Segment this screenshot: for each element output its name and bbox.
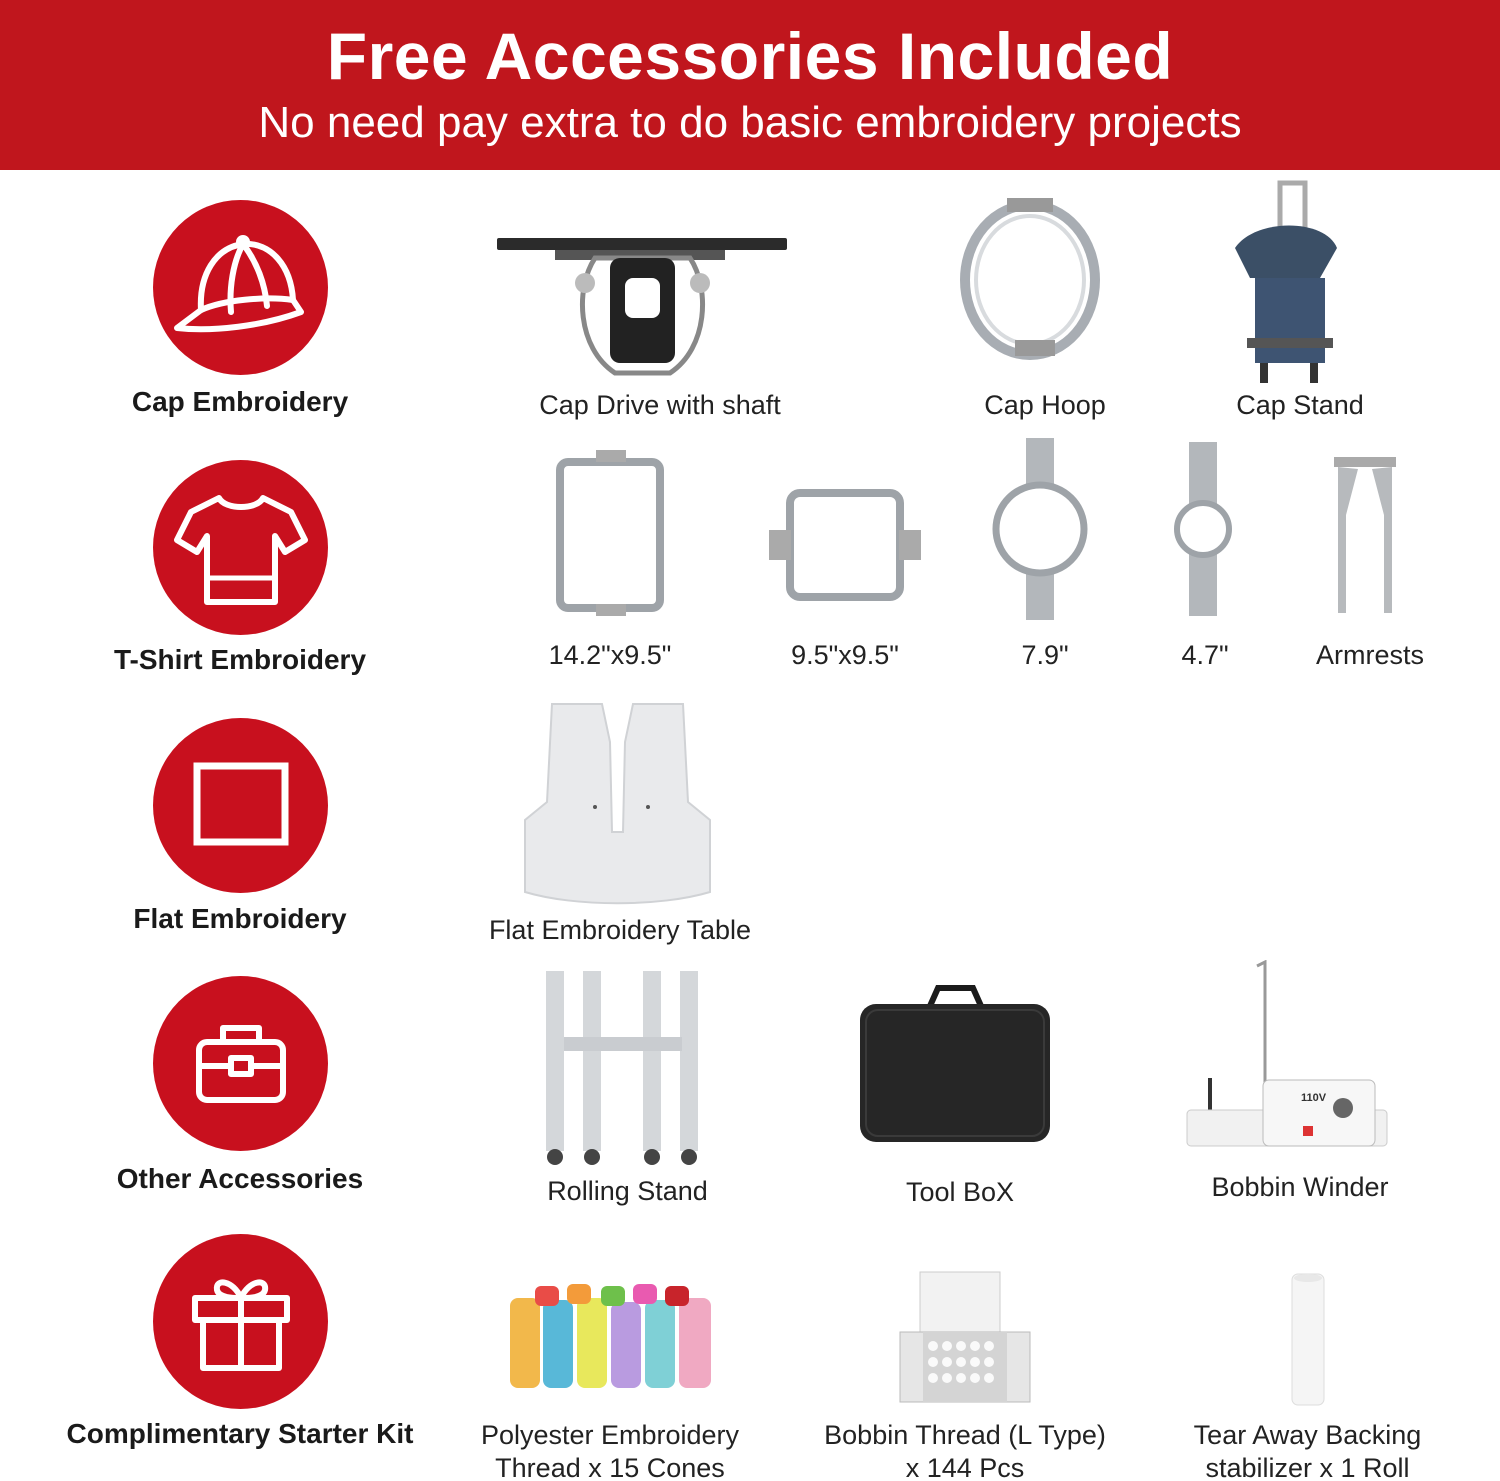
hoop-14x9-image <box>548 448 673 618</box>
thread-cones-image <box>505 1280 720 1395</box>
item-label-hoop-4-7: 4.7" <box>1181 640 1229 670</box>
gift-icon <box>153 1234 328 1409</box>
item-label-hoop-7-9: 7.9" <box>1021 640 1069 670</box>
item-label-backing-line2: stabilizer x 1 Roll <box>1205 1453 1410 1481</box>
header-banner <box>0 0 1500 170</box>
toolbox-icon <box>153 976 328 1151</box>
tshirt-icon <box>153 460 328 635</box>
category-label-cap: Cap Embroidery <box>131 386 349 417</box>
armrests-image <box>1330 455 1400 617</box>
item-label-hoop-9x9: 9.5"x9.5" <box>791 640 899 670</box>
item-label-thread-line2: Thread x 15 Cones <box>495 1453 725 1481</box>
square-frame-icon <box>153 718 328 893</box>
item-label-thread-line1: Polyester Embroidery <box>480 1420 740 1450</box>
item-label-cap-stand: Cap Stand <box>1236 390 1364 420</box>
bobbin-box-image <box>895 1270 1035 1405</box>
item-label-cap-hoop: Cap Hoop <box>984 390 1106 420</box>
starter-kit-badge <box>153 1234 328 1409</box>
item-label-hoop-14x9: 14.2"x9.5" <box>548 640 672 670</box>
bobbin-winder-image <box>1185 960 1390 1150</box>
page-title: Free Accessories Included <box>326 19 1174 93</box>
category-label-flat: Flat Embroidery <box>133 903 347 934</box>
flat-embroidery-badge <box>153 718 328 893</box>
item-label-backing-line1: Tear Away Backing <box>1193 1420 1422 1450</box>
cap-embroidery-badge <box>153 200 328 375</box>
cap-stand-image <box>1225 178 1345 388</box>
hoop-9x9-image <box>765 485 925 605</box>
bobbin-winder-voltage: 110V <box>1301 1092 1327 1104</box>
item-label-bobbin-line2: x 144 Pcs <box>905 1453 1025 1481</box>
hoop-7-9-image <box>990 436 1090 622</box>
item-label-rolling-stand: Rolling Stand <box>547 1176 708 1206</box>
tshirt-embroidery-badge <box>153 460 328 635</box>
rolling-stand-image <box>538 965 703 1170</box>
page-subtitle: No need pay extra to do basic embroidery projects <box>258 98 1242 147</box>
item-label-bobbin-line1: Bobbin Thread (L Type) <box>824 1420 1106 1450</box>
category-label-tshirt: T-Shirt Embroidery <box>113 644 367 675</box>
item-label-bobbin-winder: Bobbin Winder <box>1211 1172 1389 1202</box>
item-label-tool-box: Tool BoX <box>905 1177 1015 1207</box>
flat-table-image <box>520 702 715 907</box>
category-label-other: Other Accessories <box>116 1163 364 1194</box>
category-label-starter-kit: Complimentary Starter Kit <box>66 1418 414 1449</box>
cap-icon <box>153 200 328 375</box>
item-label-flat-table: Flat Embroidery Table <box>488 915 752 945</box>
cap-hoop-image <box>955 190 1105 370</box>
tool-box-image <box>858 982 1053 1144</box>
cap-drive-image <box>495 228 790 388</box>
item-label-armrests: Armrests <box>1316 640 1424 670</box>
backing-roll-image <box>1290 1272 1326 1407</box>
item-label-cap-drive: Cap Drive with shaft <box>539 390 781 420</box>
hoop-4-7-image <box>1172 440 1234 618</box>
other-accessories-badge <box>153 976 328 1151</box>
